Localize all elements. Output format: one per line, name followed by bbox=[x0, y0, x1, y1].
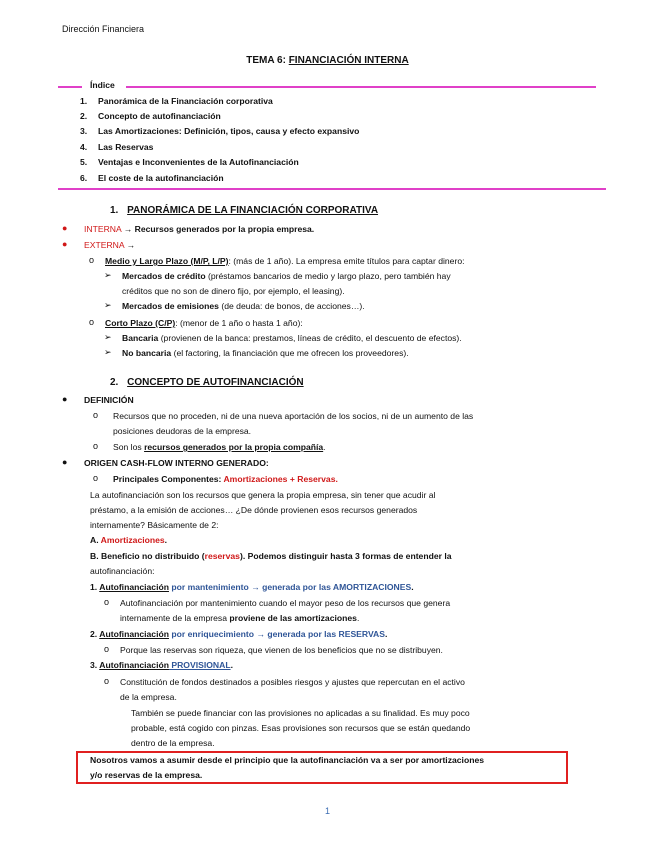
title-main: FINANCIACIÓN INTERNA bbox=[288, 55, 409, 66]
cp-label: Corto Plazo (C/P) bbox=[105, 318, 176, 328]
index-text: Las Reservas bbox=[98, 142, 154, 152]
index-item[interactable] bbox=[80, 111, 221, 122]
index-item[interactable] bbox=[80, 96, 273, 107]
def-text-1: Recursos que no proceden, ni de una nueva aportación de los socios, ni de un aumento de las bbox=[113, 411, 474, 421]
externa-arrow: → bbox=[126, 240, 136, 250]
index-item[interactable] bbox=[80, 142, 154, 153]
mc-line-2: créditos que no son de dinero fijo, por ejemplo, el leasing). bbox=[122, 286, 345, 296]
def-text-3 bbox=[113, 442, 326, 453]
circle-bullet: o bbox=[104, 597, 110, 607]
forma-num: 2. bbox=[90, 629, 98, 639]
forma-1 bbox=[90, 582, 414, 593]
item-b-red: reservas bbox=[204, 551, 240, 561]
item-a-pre: A. bbox=[90, 535, 101, 545]
index-num: 5. bbox=[80, 157, 88, 167]
forma-type: por mantenimiento → bbox=[168, 582, 263, 592]
forma-1-sub-1: Autofinanciación por mantenimiento cuando el mayor peso de los recursos que genera bbox=[120, 598, 451, 608]
arrow-bullet: ➢ bbox=[104, 332, 112, 342]
index-num: 1. bbox=[80, 96, 88, 106]
nobancaria-line bbox=[122, 348, 409, 359]
forma-2-sub: Porque las reservas son riqueza, que vienen de los beneficios que no se distribuyen. bbox=[120, 645, 443, 655]
sub-bold: proviene de las amortizaciones bbox=[229, 613, 357, 623]
forma-3-sub-1: Constitución de fondos destinados a posibles riesgos y ajustes que repercutan en el activo bbox=[120, 677, 465, 687]
section-title: PANORÁMICA DE LA FINANCIACIÓN CORPORATIVA bbox=[127, 205, 379, 216]
cp-text: : (menor de 1 año o hasta 1 año): bbox=[175, 318, 303, 328]
interna-label: INTERNA bbox=[84, 224, 122, 234]
index-text: Concepto de autofinanciación bbox=[98, 111, 221, 121]
forma-type: PROVISIONAL bbox=[168, 660, 231, 670]
index-text: Panorámica de la Financiación corporativa bbox=[98, 96, 273, 106]
circle-bullet: o bbox=[93, 410, 99, 420]
forma-end: . bbox=[230, 660, 233, 670]
def-text-2: posiciones deudoras de la empresa. bbox=[113, 426, 252, 436]
page-title bbox=[0, 55, 655, 66]
para-2: préstamo, a la emisión de acciones… ¿De dónde provienen esos recursos generados bbox=[90, 505, 418, 515]
forma-3 bbox=[90, 660, 233, 671]
nobancaria-text: (el factoring, la financiación que me ofrecen los proveedores). bbox=[171, 348, 409, 358]
section-title: CONCEPTO DE AUTOFINANCIACIÓN bbox=[127, 377, 304, 388]
forma-3-para-1: También se puede financiar con las provisiones no aplicadas a su finalidad. Es muy poco bbox=[131, 708, 470, 718]
bullet-dot: ● bbox=[62, 394, 68, 404]
cp-line bbox=[105, 318, 303, 329]
index-rule-left bbox=[58, 86, 82, 88]
para-3: internamente? Básicamente de 2: bbox=[90, 520, 219, 530]
index-num: 6. bbox=[80, 173, 88, 183]
me-label: Mercados de emisiones bbox=[122, 301, 219, 311]
sub-post: . bbox=[356, 613, 360, 623]
forma-num: 1. bbox=[90, 582, 98, 592]
forma-1-sub-2 bbox=[120, 613, 359, 624]
item-a-post: . bbox=[164, 535, 168, 545]
bancaria-text: (provienen de la banca: prestamos, líneas de crédito, el descuento de efectos). bbox=[158, 333, 462, 343]
bancaria-line bbox=[122, 333, 462, 344]
bancaria-label: Bancaria bbox=[122, 333, 159, 343]
para-1: La autofinanciación son los recursos que genera la propia empresa, sin tener que acudir al bbox=[90, 490, 436, 500]
index-item[interactable] bbox=[80, 126, 360, 137]
sub-pre: internamente de la empresa bbox=[120, 613, 230, 623]
forma-source: generada por las AMORTIZACIONES bbox=[262, 582, 412, 592]
forma-label: Autofinanciación bbox=[99, 629, 169, 639]
mc-label: Mercados de crédito bbox=[122, 271, 206, 281]
section-2-heading bbox=[110, 377, 304, 388]
index-num: 4. bbox=[80, 142, 88, 152]
section-number: 2. bbox=[110, 377, 119, 388]
item-a bbox=[90, 535, 167, 546]
bullet-dot: ● bbox=[62, 239, 68, 249]
circle-bullet: o bbox=[89, 255, 95, 265]
title-prefix: TEMA 6: bbox=[246, 55, 289, 66]
mlp-label: Medio y Largo Plazo (M/P, L/P) bbox=[105, 256, 229, 266]
forma-source: generada por las RESERVAS bbox=[267, 629, 385, 639]
interna-text: → Recursos generados por la propia empresa. bbox=[123, 224, 315, 234]
item-b-pre: B. Beneficio no distribuido ( bbox=[90, 551, 205, 561]
componentes-line bbox=[113, 474, 338, 485]
arrow-bullet: ➢ bbox=[104, 300, 112, 310]
forma-num: 3. bbox=[90, 660, 98, 670]
arrow-bullet: ➢ bbox=[104, 347, 112, 357]
mc-line bbox=[122, 271, 451, 282]
circle-bullet: o bbox=[93, 441, 99, 451]
nobancaria-label: No bancaria bbox=[122, 348, 172, 358]
circle-bullet: o bbox=[93, 473, 99, 483]
externa-label: EXTERNA bbox=[84, 240, 125, 250]
forma-3-para-3: dentro de la empresa. bbox=[131, 738, 215, 748]
forma-3-sub-2: de la empresa. bbox=[120, 692, 177, 702]
section-number: 1. bbox=[110, 205, 119, 216]
highlight-text-1: Nosotros vamos a asumir desde el principio que la autofinanciación va a ser por amortizaciones bbox=[90, 755, 484, 765]
forma-2 bbox=[90, 629, 387, 640]
index-text: Las Amortizaciones: Definición, tipos, causa y efecto expansivo bbox=[98, 126, 360, 136]
section-1-heading bbox=[110, 205, 378, 216]
me-text: (de deuda: de bonos, de acciones…). bbox=[218, 301, 365, 311]
index-rule-bottom bbox=[58, 188, 606, 190]
origen-label: ORIGEN CASH-FLOW INTERNO GENERADO: bbox=[84, 458, 269, 468]
forma-3-para-2: probable, está cogido con pinzas. Esas provisiones son recursos que se están quedando bbox=[131, 723, 471, 733]
forma-label: Autofinanciación bbox=[99, 582, 169, 592]
index-item[interactable] bbox=[80, 173, 224, 184]
forma-type: por enriquecimiento → bbox=[168, 629, 268, 639]
externa-line bbox=[84, 240, 135, 251]
item-b bbox=[90, 551, 452, 562]
running-header: Dirección Financiera bbox=[62, 24, 145, 34]
circle-bullet: o bbox=[104, 676, 110, 686]
me-line bbox=[122, 301, 365, 312]
item-b-line-2: autofinanciación: bbox=[90, 566, 155, 576]
index-label: Índice bbox=[90, 80, 115, 90]
highlight-text-2: y/o reservas de la empresa. bbox=[90, 770, 203, 780]
item-b-post: ). Podemos distinguir hasta 3 formas de entender la bbox=[239, 551, 452, 561]
index-num: 2. bbox=[80, 111, 88, 121]
page-number: 1 bbox=[324, 806, 330, 816]
interna-line bbox=[84, 224, 314, 235]
index-text: Ventajas e Inconvenientes de la Autofinanciación bbox=[98, 157, 299, 167]
componentes-value: Amortizaciones + Reservas. bbox=[223, 474, 338, 484]
index-rule-right bbox=[126, 86, 596, 88]
arrow-bullet: ➢ bbox=[104, 270, 112, 280]
index-text: El coste de la autofinanciación bbox=[98, 173, 224, 183]
def2-post: . bbox=[323, 442, 326, 452]
forma-end: . bbox=[411, 582, 414, 592]
mc-text: (préstamos bancarios de medio y largo plazo, pero también hay bbox=[205, 271, 451, 281]
bullet-dot: ● bbox=[62, 223, 68, 233]
def2-emphasis: recursos generados por la propia compañía bbox=[144, 442, 324, 452]
index-num: 3. bbox=[80, 126, 88, 136]
circle-bullet: o bbox=[89, 317, 95, 327]
forma-label: Autofinanciación bbox=[99, 660, 169, 670]
item-a-red: Amortizaciones bbox=[100, 535, 165, 545]
def2-pre: Son los bbox=[113, 442, 145, 452]
definicion-label: DEFINICIÓN bbox=[84, 395, 134, 405]
bullet-dot: ● bbox=[62, 457, 68, 467]
mlp-line bbox=[105, 256, 465, 267]
circle-bullet: o bbox=[104, 644, 110, 654]
componentes-label: Principales Componentes: bbox=[113, 474, 224, 484]
mlp-text: : (más de 1 año). La empresa emite títulos para captar dinero: bbox=[228, 256, 465, 266]
forma-end: . bbox=[385, 629, 388, 639]
index-item[interactable] bbox=[80, 157, 299, 168]
